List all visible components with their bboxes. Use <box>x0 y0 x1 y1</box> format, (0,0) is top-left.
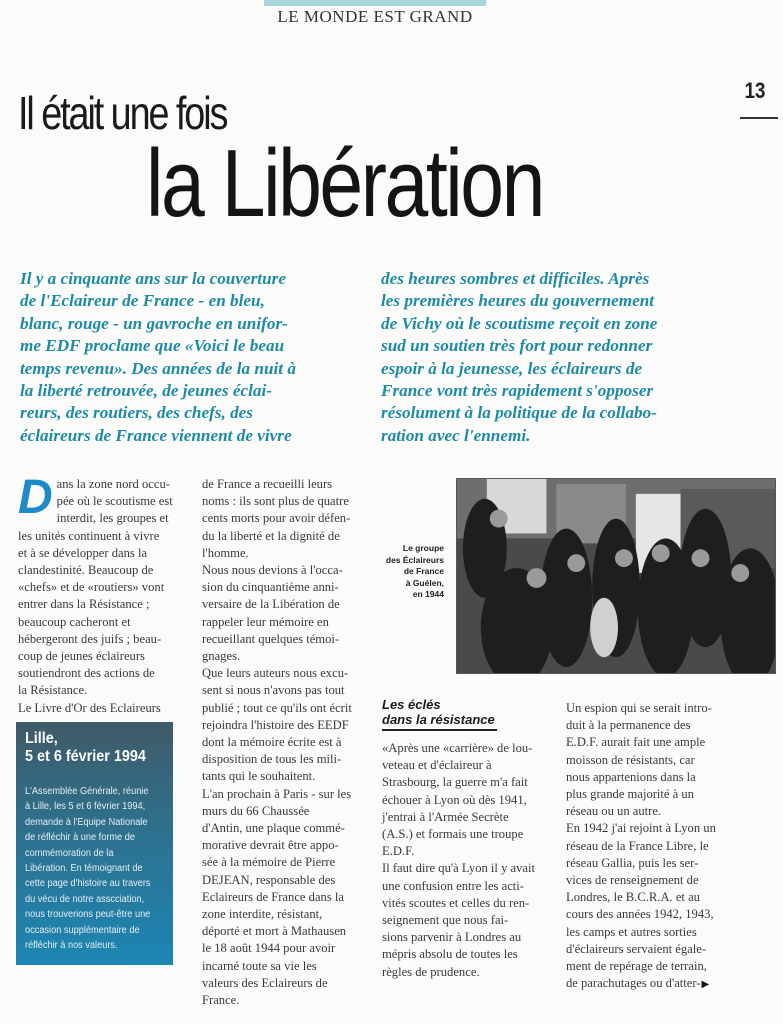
body-line: cours des années 1942, 1943, <box>566 907 714 922</box>
body-column-4 <box>566 700 736 993</box>
body-line: «Après une «carrière» de lou- <box>382 741 533 755</box>
body-line: recueillant quelques témoi- <box>202 631 340 646</box>
intro-right <box>381 268 726 447</box>
body-line: rappeler leur mémoire en <box>202 614 329 629</box>
body-line: les camps et autres sorties <box>566 924 697 939</box>
intro-line: les premières heures du gouvernement <box>381 291 655 311</box>
info-box-title <box>25 730 151 766</box>
info-box-line: cette page d'histoire au travers <box>25 878 151 890</box>
body-line: pée où le scoutisme est <box>56 494 173 509</box>
body-line: disposition de tous les mili- <box>202 752 342 767</box>
body-line: France. <box>202 993 240 1008</box>
caption-line: à Guélen, <box>405 577 444 588</box>
body-line: réseau ou un autre. <box>566 804 662 819</box>
section-label: LE MONDE EST GRAND <box>277 7 473 26</box>
body-line: règles de prudence. <box>382 964 480 979</box>
body-line: déporté et mort à Mathausen <box>202 924 347 939</box>
title-line-1: Il était une fois <box>18 87 227 139</box>
body-line: sions parvenir à Londres au <box>382 930 522 945</box>
body-line: cents morts pour avoir défen- <box>202 511 351 526</box>
info-box-line: L'Assemblée Générale, réunie <box>25 786 149 797</box>
info-box-line: demande à l'Equipe Nationale <box>25 816 148 828</box>
page-number: 13 <box>744 78 766 103</box>
body-line: Nous nous devions à l'occa- <box>202 563 343 578</box>
intro-line: ration avec l'ennemi. <box>381 425 531 445</box>
body-line: publié ; tout ce qu'ils ont écrit <box>202 700 352 715</box>
body-line: beaucoup cacheront et <box>18 614 131 629</box>
photo-caption <box>378 543 444 601</box>
body-column-3 <box>382 740 542 981</box>
body-line: L'an prochain à Paris - sur les <box>202 786 352 801</box>
info-box-title-line-1: Lille, <box>25 730 58 747</box>
body-line: la Résistance. <box>18 683 88 698</box>
body-line: Strasbourg, la guerre m'a fait <box>382 775 528 790</box>
body-line: clandestinité. Beaucoup de <box>18 563 154 578</box>
intro-line: reurs, des routiers, des chefs, des <box>20 403 253 423</box>
body-line: les unités continuent à vivre <box>18 528 160 543</box>
body-line: moisson de résistants, car <box>566 752 695 767</box>
body-line: morative devrait être appo- <box>202 838 339 853</box>
intro-line: la liberté retrouvée, de jeunes éclai- <box>20 381 273 401</box>
intro-line: temps revenu». Des années de la nuit à <box>20 358 296 378</box>
body-line: seignement que nous fai- <box>382 913 509 928</box>
photo-placeholder-icon <box>457 479 775 673</box>
drop-cap: D <box>18 471 53 524</box>
caption-line: des Éclaireurs <box>385 554 444 565</box>
intro-line: de Vichy où le scoutisme reçoit en zone <box>381 313 658 333</box>
body-line: DEJEAN, responsable des <box>202 872 336 887</box>
intro-line: des heures sombres et difficiles. Après <box>381 269 650 288</box>
intro-line: de l'Eclaireur de France - en bleu, <box>20 291 265 311</box>
body-line: tants qui le souhaitent. <box>202 769 316 784</box>
body-line: Le Livre d'Or des Eclaireurs <box>18 700 161 715</box>
intro-line: éclaireurs de France viennent de vivre <box>20 425 292 445</box>
subhead-line-1: Les éclés <box>382 697 441 712</box>
header-color-band <box>264 0 486 6</box>
body-column-1 <box>18 471 178 717</box>
body-line: Londres, le B.C.R.A. et au <box>566 890 700 905</box>
intro-line: résolument à la politique de la collabo- <box>381 403 657 423</box>
body-line: sent si nous n'avons pas tout <box>202 683 345 698</box>
body-line: réseau de la France Libre, le <box>566 838 709 853</box>
body-line: noms : ils sont plus de quatre <box>202 494 349 509</box>
info-box-line: de réfléchir à une forme de <box>25 832 135 844</box>
info-box-body <box>25 784 154 953</box>
body-line: nous appartenions dans la <box>566 769 696 784</box>
body-line: de France a recueilli leurs <box>202 477 333 491</box>
body-line: interdit, les groupes et <box>56 511 169 526</box>
body-line: dont la mémoire écrite est à <box>202 735 342 750</box>
body-line: d'éclaireurs servaient égale- <box>566 941 707 956</box>
page-number-rule <box>740 117 778 119</box>
body-line: Un espion qui se serait intro- <box>566 701 712 715</box>
body-line: sion du cinquantième anni- <box>202 580 339 595</box>
info-box-line: du vécu de notre asscciation, <box>25 893 145 905</box>
body-line: E.D.F. <box>382 844 415 859</box>
body-line: Que leurs auteurs nous excu- <box>202 666 349 681</box>
caption-line: Le groupe <box>402 543 444 553</box>
intro-line: blanc, rouge - un gavroche en unifor- <box>20 313 288 333</box>
body-line: échouer à Lyon où dès 1941, <box>382 792 527 807</box>
body-line: coup de jeunes éclaireurs <box>18 649 145 664</box>
body-column-2 <box>202 476 358 1009</box>
body-line: entrer dans la Résistance ; <box>18 597 150 612</box>
info-box-line: réfléchir à nos valeurs. <box>25 940 118 952</box>
body-line: Eclaireurs de France dans la <box>202 889 344 904</box>
body-line: le 18 août 1944 pour avoir <box>202 941 336 956</box>
info-box-title-line-2: 5 et 6 février 1994 <box>25 748 146 765</box>
body-line: du la liberté et la dignité de <box>202 528 340 543</box>
body-line: une confusion entre les acti- <box>382 878 524 893</box>
info-box-line: commémoration de la <box>25 847 114 859</box>
intro-line: me EDF proclame que «Voici le beau <box>20 336 285 356</box>
caption-line: de France <box>403 566 444 576</box>
caption-line: en 1944 <box>412 589 444 599</box>
body-line: «chefs» et de «routiers» vont <box>18 580 165 595</box>
body-line: versaire de la Libération de <box>202 597 340 612</box>
body-line: veteau et d'éclaireur à <box>382 758 492 773</box>
historical-group-photo <box>456 478 776 674</box>
body-line-last <box>566 975 736 993</box>
title-line-2: la Libération <box>146 130 543 237</box>
body-line: rejoindra l'histoire des EEDF <box>202 717 349 732</box>
body-line: ans la zone nord occu- <box>56 477 170 491</box>
info-box-line: occasion supplémentaire de <box>25 924 140 936</box>
body-line: réseau Gallia, puis les ser- <box>566 855 699 870</box>
info-box-line: Libération. En témoignant de <box>25 863 143 875</box>
intro-line: sud un soutien très fort pour redonner <box>381 336 653 356</box>
body-line: zone interdite, résistant, <box>202 907 323 922</box>
subhead-les-ecles <box>382 697 497 731</box>
body-line: hébergeront des juifs ; beau- <box>18 631 162 646</box>
intro-left <box>20 268 365 447</box>
body-line: et à se développer dans la <box>18 545 148 560</box>
intro-line: France vont très rapidement s'opposer <box>381 381 654 401</box>
body-line: duit à la permanence des <box>566 718 691 733</box>
body-line: valeurs des Eclaireurs de <box>202 975 328 990</box>
body-line: incarné toute sa vie les <box>202 958 317 973</box>
body-line: l'homme. <box>202 545 249 560</box>
body-line: sée à la mémoire de Pierre <box>202 855 336 870</box>
body-line: Il faut dire qu'à Lyon il y avait <box>382 861 536 876</box>
body-line: soutiendront des actions de <box>18 666 155 681</box>
info-box-line: à Lille, les 5 et 6 février 1994, <box>25 801 146 813</box>
body-line: j'entrai à l'Armée Secrète <box>382 809 509 824</box>
subhead-line-2: dans la résistance <box>382 712 495 727</box>
continue-arrow-icon: ▶ <box>701 979 710 991</box>
body-line: d'Antin, une plaque commé- <box>202 821 345 836</box>
body-line: ment de repérage de terrain, <box>566 959 707 974</box>
body-line: murs du 66 Chaussée <box>202 803 310 818</box>
body-line: gnages. <box>202 649 241 664</box>
body-line: mépris absolu de toutes les <box>382 947 518 962</box>
info-box-lille <box>16 722 173 965</box>
info-box-line: nous trouverions peut-être une <box>25 909 151 921</box>
body-line: vités scoutes et celles du ren- <box>382 895 530 910</box>
body-line: vices de renseignement de <box>566 873 699 888</box>
body-line: En 1942 j'ai rejoint à Lyon un <box>566 821 716 836</box>
intro-line: espoir à la jeunesse, les éclaireurs de <box>381 358 643 378</box>
body-line-text: de parachutages ou d'atter- <box>566 976 701 991</box>
body-line: (A.S.) et formais une troupe <box>382 827 524 842</box>
body-line: plus grande majorité à un <box>566 787 694 802</box>
intro-line: Il y a cinquante ans sur la couverture <box>20 269 286 288</box>
body-line: E.D.F. aurait fait une ample <box>566 735 706 750</box>
